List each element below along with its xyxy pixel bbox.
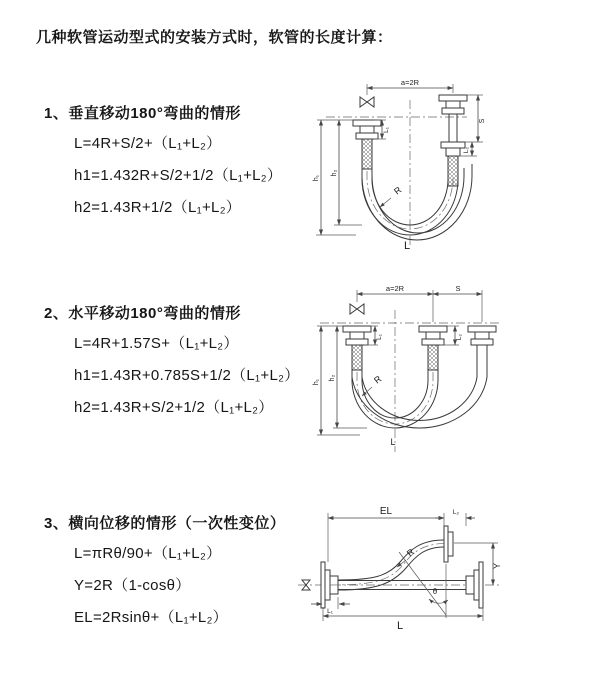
radius-callout [380,184,404,207]
formula-s1-h1: h1=1.432R+S/2+1/2（L₁+L₂） [74,167,283,184]
dimension-l [323,607,483,632]
dim-label-l1: L₁ [376,334,383,340]
dim-label-s: S [455,284,461,293]
section-3-heading: 3、横向位移的情形（一次性变位） [44,515,286,532]
dim-label-el: EL [379,506,393,517]
dim-label-a2r: a=2R [400,78,420,87]
dimension-s [465,95,486,142]
page-title: 几种软管运动型式的安装方式时，软管的长度计算： [36,29,393,46]
dim-label-h1: h₁ [313,378,320,386]
dim-label-l: L [403,240,411,252]
dim-label-a2r: a=2R [385,284,405,293]
dim-label-s: S [479,118,486,124]
formula-s2-h2: h2=1.43R+S/2+1/2（L₁+L₂） [74,399,274,416]
dimension-width [357,284,482,322]
dim-label-y: Y [492,562,502,570]
dim-label-theta: θ [432,587,438,596]
dimension-width [367,78,453,95]
right-flange-fitting [466,562,483,608]
right-pipe-fitting [439,95,467,186]
dim-label-l1: L₁ [327,608,333,615]
dim-label-h1: h₁ [313,174,320,182]
middle-pipe-fitting [419,326,447,370]
radius-callout [362,373,384,396]
dim-label-h2: h₂ [331,169,338,177]
formula-s3-el: EL=2Rsinθ+（L₁+L₂） [74,609,228,626]
hose-s-curve [330,540,452,590]
left-pipe-fitting [353,120,381,169]
dimension-h1 [313,120,356,235]
radius-callout [397,546,417,567]
dimension-el [328,506,444,562]
valve-icon [350,304,364,314]
dimension-shift-s [433,284,482,294]
formula-s1-h2: h2=1.43R+1/2（L₁+L₂） [74,199,242,216]
dim-label-l2: L₂ [456,333,463,341]
left-pipe-fitting [343,326,371,370]
valve-icon [360,97,374,107]
formula-s3-y: Y=2R（1-cosθ） [74,577,191,594]
formula-s2-length: L=4R+1.57S+（L₁+L₂） [74,335,239,352]
dim-label-r: R [404,546,417,559]
dim-label-l2: L₂ [463,146,470,154]
diagram-lateral-displacement [296,500,596,640]
right-pipe-fitting [468,326,496,345]
dim-label-l2: L₂ [452,509,460,516]
dim-label-h2: h₂ [329,374,336,382]
formula-s2-h1: h1=1.43R+0.785S+1/2（L₁+L₂） [74,367,300,384]
dim-label-l: L [396,620,404,632]
section-vertical-bend [44,104,324,224]
dim-label-r: R [372,373,384,386]
formula-s1-length: L=4R+S/2+（L₁+L₂） [74,135,222,152]
dimension-l2 [435,509,475,526]
section-horizontal-bend [44,304,324,424]
upper-flange-fitting [444,526,453,562]
formula-s3-length: L=πRθ/90+（L₁+L₂） [74,545,222,562]
dim-label-r: R [392,184,404,197]
centerlines [326,100,467,248]
dim-label-l1: L₁ [383,127,390,133]
diagram-horizontal-bend [312,282,590,464]
diagram-vertical-bend [312,76,590,256]
section-1-heading: 1、垂直移动180°弯曲的情形 [44,105,241,122]
dim-label-l: L [390,437,396,447]
section-2-heading: 2、水平移动180°弯曲的情形 [44,305,241,322]
section-lateral-displacement [44,514,324,634]
